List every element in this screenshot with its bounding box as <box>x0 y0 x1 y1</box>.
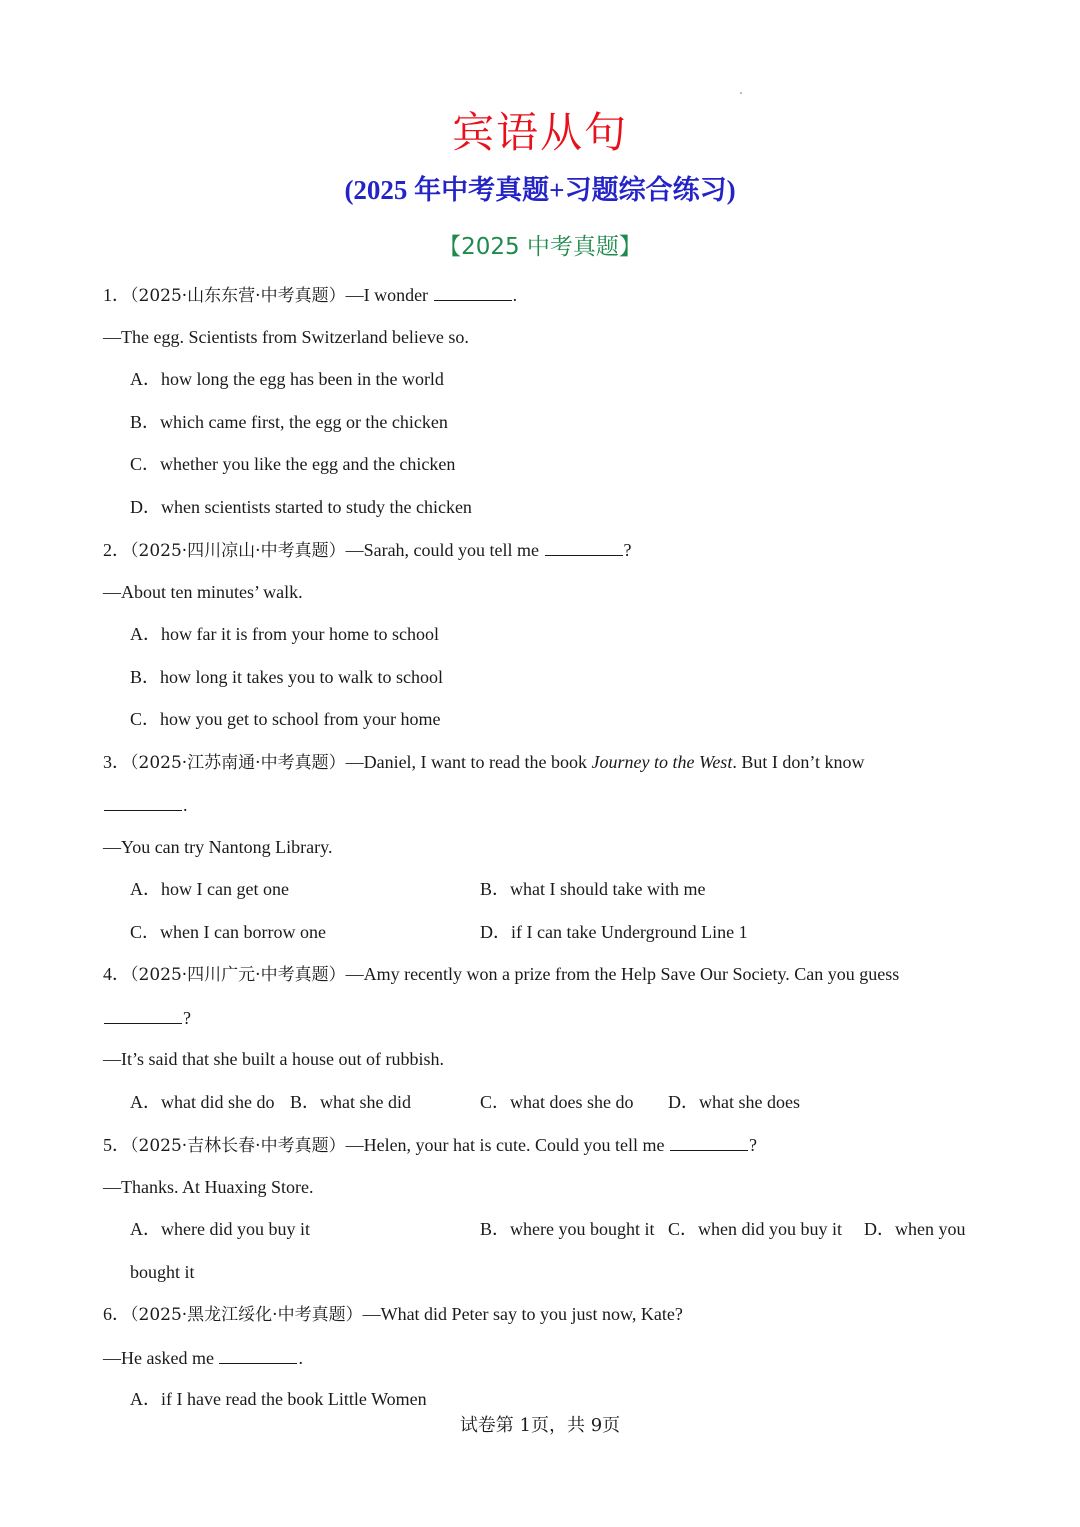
answer-blank <box>434 282 512 301</box>
option-c[interactable]: C．whether you like the egg and the chicken <box>130 454 456 474</box>
question-source: （2025·吉林长春·中考真题） <box>130 1136 346 1156</box>
question-3-continuation: . <box>103 792 188 817</box>
option-b[interactable]: B．what she did <box>290 1092 411 1112</box>
question-4-reply: —It’s said that she built a house out of rubbish. <box>103 1049 444 1069</box>
question-6-reply: —He asked me . <box>103 1345 303 1370</box>
question-source: （2025·四川广元·中考真题） <box>130 965 346 985</box>
option-a[interactable]: A．how long the egg has been in the world <box>130 369 444 389</box>
scan-dot <box>740 92 742 94</box>
question-4-continuation: ? <box>103 1005 191 1030</box>
book-title: Journey to the West <box>591 752 733 772</box>
option-d-continuation: bought it <box>130 1262 195 1282</box>
option-b[interactable]: B．where you bought it <box>480 1219 655 1239</box>
question-3: 3．（2025·江苏南通·中考真题）—Daniel, I want to read the book Journey to the West. But I don’t know <box>103 752 865 773</box>
option-a[interactable]: A．how far it is from your home to school <box>130 624 439 644</box>
option-c[interactable]: C．when did you buy it <box>668 1219 842 1239</box>
answer-blank <box>104 792 182 811</box>
question-number: 1． <box>103 285 130 305</box>
question-number: 6． <box>103 1304 130 1324</box>
question-stem: —Amy recently won a prize from the Help Save Our Society. Can you guess <box>345 964 900 984</box>
question-6 <box>103 1302 683 1327</box>
question-4 <box>103 962 899 987</box>
section-heading: 【2025 中考真题】 <box>438 234 642 260</box>
question-number: 3． <box>103 752 130 772</box>
option-d[interactable]: D．if I can take Underground Line 1 <box>480 922 748 942</box>
answer-blank <box>545 537 623 556</box>
question-source: （2025·江苏南通·中考真题） <box>130 753 346 773</box>
option-b[interactable]: B．which came first, the egg or the chicken <box>130 412 448 432</box>
option-d[interactable]: D．when scientists started to study the chicken <box>130 497 472 517</box>
question-number: 2． <box>103 540 130 560</box>
page-subtitle: (2025 年中考真题+习题综合练习) <box>344 175 736 205</box>
option-d[interactable]: D．when you <box>864 1219 966 1239</box>
page-footer: 试卷第 1页，共 9页 <box>459 1415 621 1436</box>
option-b[interactable]: B．how long it takes you to walk to school <box>130 667 443 687</box>
question-5-reply: —Thanks. At Huaxing Store. <box>103 1177 314 1197</box>
option-c[interactable]: C．when I can borrow one <box>130 922 326 942</box>
question-3-reply: —You can try Nantong Library. <box>103 837 333 857</box>
question-stem: —What did Peter say to you just now, Kate? <box>362 1304 683 1324</box>
option-a[interactable]: A．if I have read the book Little Women <box>130 1389 427 1409</box>
question-2: 2．（2025·四川凉山·中考真题）—Sarah, could you tell me ? <box>103 537 632 563</box>
question-source: （2025·四川凉山·中考真题） <box>130 541 346 561</box>
option-d[interactable]: D．what she does <box>668 1092 800 1112</box>
option-c[interactable]: C．how you get to school from your home <box>130 709 441 729</box>
question-stem: —Helen, your hat is cute. Could you tell me <box>345 1135 670 1155</box>
answer-blank <box>670 1132 748 1151</box>
question-source: （2025·黑龙江绥化·中考真题） <box>130 1305 363 1325</box>
page-title: 宾语从句 <box>451 108 628 157</box>
option-b[interactable]: B．what I should take with me <box>480 879 706 899</box>
question-stem: —Daniel, I want to read the book <box>345 752 592 772</box>
option-a[interactable]: A．what did she do <box>130 1092 275 1112</box>
question-number: 4． <box>103 964 130 984</box>
question-5: 5．（2025·吉林长春·中考真题）—Helen, your hat is cute. Could you tell me ? <box>103 1132 757 1158</box>
question-stem: —Sarah, could you tell me <box>345 540 544 560</box>
option-a[interactable]: A．how I can get one <box>130 879 289 899</box>
answer-blank <box>104 1005 182 1024</box>
question-1-reply: —The egg. Scientists from Switzerland believe so. <box>103 327 469 347</box>
answer-blank <box>219 1345 297 1364</box>
question-1: 1．（2025·山东东营·中考真题）—I wonder . <box>103 282 517 308</box>
question-2-reply: —About ten minutes’ walk. <box>103 582 303 602</box>
question-number: 5． <box>103 1135 130 1155</box>
option-c[interactable]: C．what does she do <box>480 1092 634 1112</box>
option-a[interactable]: A．where did you buy it <box>130 1219 310 1239</box>
question-source: （2025·山东东营·中考真题） <box>130 286 346 306</box>
question-stem: —I wonder <box>345 285 433 305</box>
